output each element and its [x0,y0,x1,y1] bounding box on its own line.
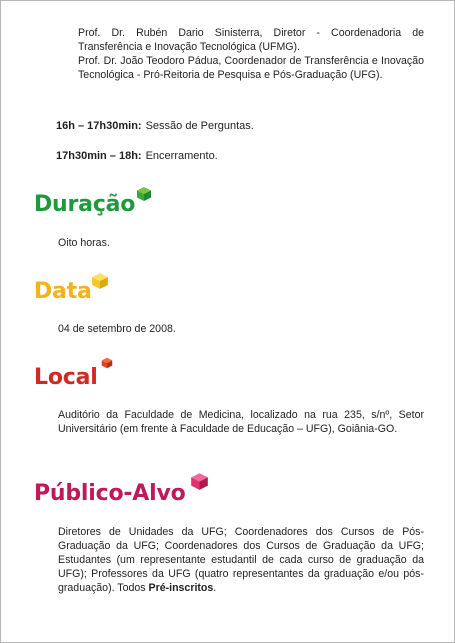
local-text: Auditório da Faculdade de Medicina, localizado na rua 235, s/nº, Setor Universitário (em frente à Faculdade de Educação – UFG), Goiânia-GO. [58,409,424,436]
schedule-time: 16h – 17h30min: [56,120,142,132]
schedule-label: Encerramento. [145,150,218,162]
pre-inscritos-emphasis: Pré-inscritos [148,582,214,595]
duracao-text: Oito horas. [58,237,110,249]
schedule-label: Sessão de Perguntas. [145,120,254,132]
heading-duracao: Duração [34,192,136,217]
heading-local: Local [34,365,98,390]
publico-alvo-text [58,525,424,595]
green-cube-icon [136,186,152,202]
publico-alvo-text-main: Diretores de Unidades da UFG; Coordenadores dos Cursos de Pós-Graduação da UFG; Coordenadores dos Cursos de Graduação da UFG; Estudantes (um representante estudantil de cada curso de graduação da UFG); Professores da UFG (quatro representantes da graduação e/ou pós-graduação). Todos [58,526,424,595]
yellow-cube-icon [91,272,109,290]
publico-alvo-text-end: . [213,582,217,595]
red-cube-icon [101,357,113,369]
data-text: 04 de setembro de 2008. [58,323,176,335]
speakers-block [78,26,424,82]
heading-publico-alvo: Público-Alvo [34,481,186,506]
pink-cube-icon [190,472,209,491]
speaker-1: Prof. Dr. Rubén Dario Sinisterra, Diretor - Coordenadoria de Transferência e Inovação Tecnológica (UFMG). [78,27,424,54]
speaker-2: Prof. Dr. João Teodoro Pádua, Coordenador de Transferência e Inovação Tecnológica - Pró-Reitoria de Pesquisa e Pós-Graduação (UFG). [78,55,424,82]
schedule-item-questions [56,119,254,133]
schedule-item-closing [56,149,218,163]
heading-data: Data [34,279,92,304]
schedule-time: 17h30min – 18h: [56,150,142,162]
